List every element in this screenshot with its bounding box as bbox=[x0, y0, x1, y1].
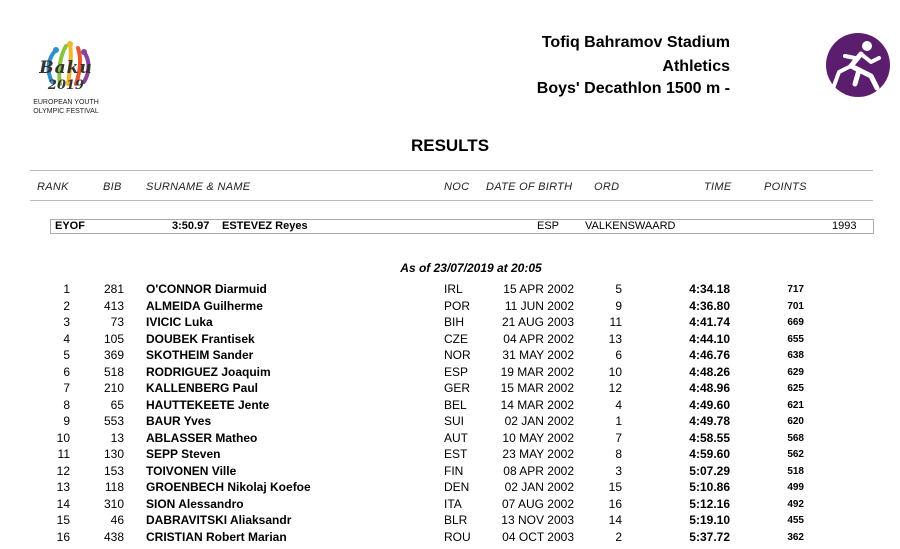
noc-cell: FIN bbox=[444, 463, 464, 478]
athlete-name: DOUBEK Frantisek bbox=[146, 331, 255, 346]
venue-title: Tofiq Bahramov Stadium bbox=[541, 34, 730, 51]
noc-cell: BLR bbox=[444, 513, 468, 527]
athlete-name: TOIVONEN Ville bbox=[146, 463, 237, 478]
date-of-birth-cell: 02 JAN 2002 bbox=[504, 480, 574, 494]
rank-cell: 4 bbox=[63, 331, 70, 346]
column-header-ord: ORD bbox=[594, 181, 620, 193]
table-row bbox=[0, 315, 900, 332]
column-header-name: SURNAME & NAME bbox=[146, 181, 251, 193]
rank-cell: 2 bbox=[63, 298, 70, 313]
logo-brand-text: Baku bbox=[39, 58, 93, 78]
time-cell: 4:48.26 bbox=[689, 364, 730, 379]
points-cell: 455 bbox=[787, 515, 804, 526]
order-cell: 14 bbox=[608, 513, 622, 527]
date-of-birth-cell: 23 MAY 2002 bbox=[502, 447, 574, 461]
rank-cell: 9 bbox=[63, 414, 70, 428]
rank-cell: 12 bbox=[56, 463, 70, 478]
points-cell: 362 bbox=[787, 531, 804, 543]
rank-cell: 15 bbox=[56, 513, 70, 527]
rank-cell: 6 bbox=[63, 364, 70, 379]
time-cell: 5:19.10 bbox=[689, 513, 730, 527]
noc-cell: ITA bbox=[444, 496, 462, 511]
table-row bbox=[0, 348, 900, 365]
time-cell: 4:49.60 bbox=[689, 397, 730, 412]
time-cell: 5:10.86 bbox=[689, 480, 730, 494]
page-title: RESULTS bbox=[410, 136, 490, 155]
athlete-name: RODRIGUEZ Joaquim bbox=[146, 364, 271, 379]
rank-cell: 7 bbox=[63, 381, 70, 395]
order-cell: 8 bbox=[615, 447, 622, 461]
athlete-name: GROENBECH Nikolaj Koefoe bbox=[146, 480, 311, 494]
table-row bbox=[0, 464, 900, 481]
event-title: Boys' Decathlon 1500 m - bbox=[536, 80, 730, 97]
athlete-name: SKOTHEIM Sander bbox=[146, 348, 254, 362]
noc-cell: EST bbox=[444, 447, 468, 461]
rank-cell: 3 bbox=[63, 315, 70, 329]
noc-cell: CZE bbox=[444, 331, 468, 346]
time-cell: 4:41.74 bbox=[689, 315, 730, 329]
record-noc: ESP bbox=[537, 220, 560, 232]
rank-cell: 5 bbox=[63, 348, 70, 362]
points-cell: 655 bbox=[787, 333, 804, 345]
table-row bbox=[0, 365, 900, 382]
record-type: EYOF bbox=[55, 220, 85, 232]
noc-cell: IRL bbox=[444, 282, 463, 296]
order-cell: 12 bbox=[608, 381, 622, 395]
bib-cell: 438 bbox=[103, 529, 124, 544]
time-cell: 4:36.80 bbox=[689, 298, 730, 313]
column-header-dob: DATE OF BIRTH bbox=[486, 181, 573, 193]
noc-cell: BIH bbox=[444, 315, 465, 329]
athlete-name: ABLASSER Matheo bbox=[146, 430, 258, 445]
time-cell: 5:12.16 bbox=[689, 496, 730, 511]
bib-cell: 310 bbox=[103, 496, 124, 511]
logo-year-text: 2019 bbox=[47, 78, 85, 93]
date-of-birth-cell: 08 APR 2002 bbox=[503, 463, 574, 478]
column-header-rank: RANK bbox=[37, 181, 69, 193]
header-divider-bottom bbox=[30, 200, 873, 201]
athlete-name: KALLENBERG Paul bbox=[146, 381, 259, 395]
order-cell: 3 bbox=[615, 463, 622, 478]
athlete-name: IVICIC Luka bbox=[146, 315, 213, 329]
table-row bbox=[0, 414, 900, 431]
as-of-timestamp: As of 23/07/2019 at 20:05 bbox=[400, 261, 542, 275]
bib-cell: 369 bbox=[103, 348, 124, 362]
table-row bbox=[0, 299, 900, 316]
results-table bbox=[0, 282, 900, 546]
rank-cell: 16 bbox=[56, 529, 70, 544]
order-cell: 1 bbox=[615, 414, 622, 428]
time-cell: 4:46.76 bbox=[689, 348, 730, 362]
bib-cell: 130 bbox=[103, 447, 124, 461]
points-cell: 499 bbox=[787, 482, 804, 493]
date-of-birth-cell: 15 MAR 2002 bbox=[500, 381, 574, 395]
column-header-noc: NOC bbox=[444, 181, 470, 193]
date-of-birth-cell: 11 JUN 2002 bbox=[504, 298, 574, 313]
logo-subtitle-line1: EUROPEAN YOUTH bbox=[33, 99, 99, 106]
bib-cell: 118 bbox=[104, 480, 124, 494]
date-of-birth-cell: 02 JAN 2002 bbox=[504, 414, 574, 428]
points-cell: 562 bbox=[787, 449, 804, 460]
date-of-birth-cell: 14 MAR 2002 bbox=[500, 397, 574, 412]
record-year: 1993 bbox=[832, 220, 857, 232]
bib-cell: 105 bbox=[103, 331, 124, 346]
noc-cell: SUI bbox=[444, 414, 465, 428]
noc-cell: ROU bbox=[444, 529, 471, 544]
table-row bbox=[0, 332, 900, 349]
date-of-birth-cell: 10 MAY 2002 bbox=[502, 430, 574, 445]
noc-cell: NOR bbox=[444, 348, 471, 362]
time-cell: 4:44.10 bbox=[689, 331, 730, 346]
record-time: 3:50.97 bbox=[172, 220, 210, 232]
order-cell: 9 bbox=[615, 298, 622, 313]
noc-cell: AUT bbox=[444, 430, 468, 445]
time-cell: 4:49.78 bbox=[689, 414, 730, 428]
points-cell: 518 bbox=[787, 465, 804, 477]
column-header-time: TIME bbox=[704, 181, 732, 193]
points-cell: 629 bbox=[787, 366, 804, 378]
order-cell: 7 bbox=[615, 430, 622, 445]
table-row bbox=[0, 381, 900, 398]
points-cell: 701 bbox=[787, 300, 804, 312]
time-cell: 5:07.29 bbox=[689, 463, 730, 478]
rank-cell: 13 bbox=[56, 480, 70, 494]
athlete-name: BAUR Yves bbox=[146, 414, 212, 428]
date-of-birth-cell: 15 APR 2002 bbox=[503, 282, 574, 296]
time-cell: 4:48.96 bbox=[689, 381, 730, 395]
table-row bbox=[0, 530, 900, 547]
athlete-name: SEPP Steven bbox=[146, 447, 221, 461]
bib-cell: 518 bbox=[103, 364, 124, 379]
order-cell: 4 bbox=[615, 397, 622, 412]
bib-cell: 153 bbox=[103, 463, 124, 478]
points-cell: 621 bbox=[787, 399, 804, 411]
order-cell: 16 bbox=[608, 496, 622, 511]
athlete-name: HAUTTEKEETE Jente bbox=[146, 397, 270, 412]
bib-cell: 65 bbox=[110, 397, 124, 412]
athlete-name: DABRAVITSKI Aliaksandr bbox=[146, 513, 292, 527]
rank-cell: 8 bbox=[63, 397, 70, 412]
points-cell: 620 bbox=[787, 416, 804, 427]
column-header-bib: BIB bbox=[103, 181, 122, 193]
table-row bbox=[0, 497, 900, 514]
noc-cell: BEL bbox=[444, 397, 467, 412]
points-cell: 717 bbox=[787, 284, 804, 295]
athlete-name: O'CONNOR Diarmuid bbox=[146, 282, 267, 296]
order-cell: 6 bbox=[615, 348, 622, 362]
bib-cell: 413 bbox=[103, 298, 124, 313]
logo-subtitle-line2: OLYMPIC FESTIVAL bbox=[33, 108, 99, 115]
date-of-birth-cell: 04 APR 2002 bbox=[503, 331, 574, 346]
points-cell: 638 bbox=[787, 350, 804, 361]
date-of-birth-cell: 13 NOV 2003 bbox=[501, 513, 574, 527]
record-holder: ESTEVEZ Reyes bbox=[222, 220, 308, 232]
table-row bbox=[0, 398, 900, 415]
points-cell: 669 bbox=[787, 317, 804, 328]
points-cell: 625 bbox=[787, 383, 804, 394]
bib-cell: 553 bbox=[103, 414, 124, 428]
record-place: VALKENSWAARD bbox=[585, 220, 676, 232]
rank-cell: 11 bbox=[57, 447, 70, 461]
bib-cell: 13 bbox=[110, 430, 124, 445]
athlete-name: SION Alessandro bbox=[146, 496, 244, 511]
table-row bbox=[0, 447, 900, 464]
table-row bbox=[0, 431, 900, 448]
order-cell: 5 bbox=[615, 282, 622, 296]
bib-cell: 73 bbox=[110, 315, 124, 329]
header-divider-top bbox=[30, 170, 873, 171]
athlete-name: ALMEIDA Guilherme bbox=[146, 298, 263, 313]
sport-title: Athletics bbox=[662, 58, 730, 75]
noc-cell: GER bbox=[444, 381, 471, 395]
rank-cell: 1 bbox=[63, 282, 70, 296]
date-of-birth-cell: 07 AUG 2002 bbox=[501, 496, 574, 511]
athlete-name: CRISTIAN Robert Marian bbox=[146, 529, 287, 544]
noc-cell: POR bbox=[444, 298, 471, 313]
order-cell: 2 bbox=[615, 529, 622, 544]
rank-cell: 14 bbox=[56, 496, 70, 511]
bib-cell: 281 bbox=[103, 282, 124, 296]
points-cell: 492 bbox=[787, 498, 804, 510]
points-cell: 568 bbox=[787, 432, 804, 444]
table-row bbox=[0, 480, 900, 497]
date-of-birth-cell: 19 MAR 2002 bbox=[500, 364, 574, 379]
table-row bbox=[0, 282, 900, 299]
time-cell: 4:58.55 bbox=[689, 430, 730, 445]
order-cell: 10 bbox=[608, 364, 622, 379]
bib-cell: 210 bbox=[103, 381, 124, 395]
noc-cell: ESP bbox=[444, 364, 469, 379]
table-row bbox=[0, 513, 900, 530]
date-of-birth-cell: 31 MAY 2002 bbox=[502, 348, 574, 362]
order-cell: 15 bbox=[608, 480, 622, 494]
time-cell: 4:34.18 bbox=[689, 282, 730, 296]
order-cell: 11 bbox=[609, 315, 622, 329]
date-of-birth-cell: 21 AUG 2003 bbox=[501, 315, 574, 329]
runner-icon bbox=[825, 32, 891, 98]
date-of-birth-cell: 04 OCT 2003 bbox=[502, 529, 574, 544]
order-cell: 13 bbox=[608, 331, 622, 346]
bib-cell: 46 bbox=[110, 513, 124, 527]
column-header-points: POINTS bbox=[764, 181, 807, 193]
noc-cell: DEN bbox=[444, 480, 470, 494]
rank-cell: 10 bbox=[56, 430, 70, 445]
time-cell: 4:59.60 bbox=[689, 447, 730, 461]
time-cell: 5:37.72 bbox=[689, 529, 730, 544]
